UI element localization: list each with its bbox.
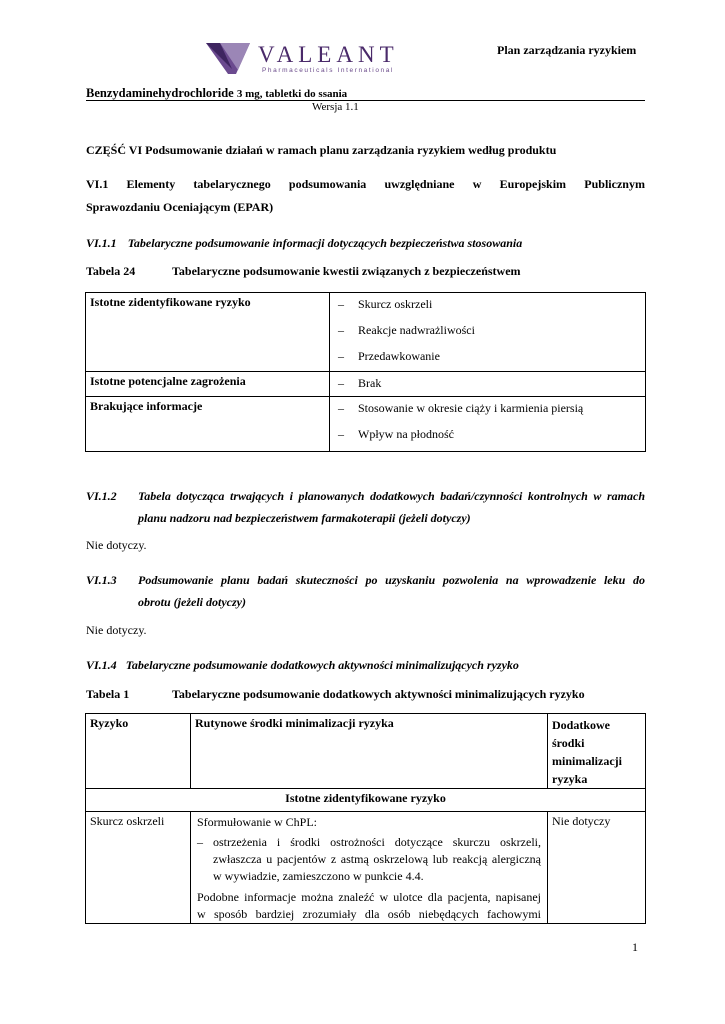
- section-vi1-line1: [86, 174, 645, 195]
- subsection-vi13-number: VI.1.3: [86, 573, 117, 587]
- table-row: [86, 397, 646, 452]
- header-routine: Rutynowe środki minimalizacji ryzyka: [191, 714, 548, 789]
- subsection-title: Tabelaryczne podsumowanie informacji dotyczących bezpieczeństwa stosowania: [127, 236, 523, 250]
- list-item: – Stosowanie w okresie ciąży i karmienia piersią: [338, 401, 584, 415]
- list-item: – Skurcz oskrzeli: [338, 297, 433, 311]
- logo-mark-icon: [206, 42, 258, 76]
- header-divider: [86, 100, 645, 101]
- product-detail: 3 mg, tabletki do ssania: [236, 88, 348, 100]
- list-item-text: Reakcje nadwrażliwości: [358, 323, 475, 337]
- table-row: [86, 372, 646, 397]
- list-item-text: Brak: [358, 376, 382, 390]
- valeant-logo: [206, 42, 402, 76]
- table1-caption: Tabelaryczne podsumowanie dodatkowych aktywności minimalizujących ryzyko: [172, 687, 585, 701]
- row-header: Brakujące informacje: [86, 397, 330, 452]
- subsection-vi11: [86, 233, 522, 254]
- bullet-line: zwłaszcza u pacjentów z astmą oskrzelową lub reakcją alergiczną: [213, 852, 541, 866]
- vi1-word: Europejskim: [499, 177, 567, 191]
- header-additional-line: Dodatkowe: [552, 718, 611, 732]
- minimisation-table: [85, 713, 646, 924]
- routine-cell: [191, 812, 548, 924]
- subsection-vi12-line1: Tabela dotycząca trwających i planowanych dodatkowych badań/czynności kontrolnych w ramach: [138, 489, 645, 503]
- vi1-word: tabelarycznego: [193, 177, 271, 191]
- version-label: Wersja 1.1: [312, 101, 359, 113]
- table1-label: Tabela 1: [86, 687, 130, 701]
- list-item: – Reakcje nadwrażliwości: [338, 323, 475, 337]
- list-item: – Brak: [338, 376, 382, 390]
- list-item-text: Skurcz oskrzeli: [358, 297, 433, 311]
- list-item: – Wpływ na płodność: [338, 427, 454, 441]
- row-items: [330, 397, 646, 452]
- header-additional: [548, 714, 646, 789]
- vi1-word: podsumowania: [288, 177, 367, 191]
- product-name: [86, 86, 347, 101]
- row-header: Istotne zidentyfikowane ryzyko: [86, 293, 330, 372]
- vi1-word: uwzględniane: [384, 177, 455, 191]
- para-line: Podobne informacje można znaleźć w ulotce dla pacjenta, napisanej: [197, 890, 541, 904]
- routine-lead: Sformułowanie w ChPL:: [197, 815, 317, 829]
- section-vi1-line2: Sprawozdaniu Oceniającym (EPAR): [86, 200, 274, 214]
- list-item-text: Wpływ na płodność: [358, 427, 454, 441]
- page-number: 1: [632, 940, 638, 954]
- subsection-vi13-line2: obrotu (jeżeli dotyczy): [138, 595, 246, 609]
- dash-marker: –: [197, 835, 203, 849]
- table-row: [86, 293, 646, 372]
- vi1-word: Elementy: [126, 177, 176, 191]
- vi1-word: Publicznym: [584, 177, 645, 191]
- subsection-vi13-line1: Podsumowanie planu badań skuteczności po uzyskaniu pozwolenia na wprowadzenie leku do: [138, 573, 645, 587]
- bullet-line: ostrzeżenia i środki ostrożności dotyczące skurczu oskrzeli,: [213, 835, 541, 849]
- row-items: [330, 293, 646, 372]
- para-line: w sposób bardziej zrozumiały dla osób niebędących fachowymi: [197, 907, 541, 921]
- table24-caption: Tabelaryczne podsumowanie kwestii związanych z bezpieczeństwem: [172, 264, 521, 278]
- risk-cell: Skurcz oskrzeli: [86, 812, 191, 924]
- table-group-row: [86, 789, 646, 812]
- subsection-number: VI.1.4: [86, 658, 117, 672]
- additional-cell: Nie dotyczy: [548, 812, 646, 924]
- header-additional-line: minimalizacji: [552, 754, 622, 768]
- product-main: Benzydaminehydrochloride: [86, 86, 234, 100]
- header-additional-line: środki: [552, 736, 585, 750]
- logo-wordmark: VALEANT: [258, 42, 399, 67]
- vi13-body: Nie dotyczy.: [86, 623, 147, 637]
- vi12-body: Nie dotyczy.: [86, 538, 147, 552]
- table-header-row: [86, 714, 646, 789]
- header-additional-line: ryzyka: [552, 772, 588, 786]
- subsection-vi12-number: VI.1.2: [86, 489, 117, 503]
- subsection-vi12-line2: planu nadzoru nad bezpieczeństwem farmakoterapii (jeżeli dotyczy): [138, 511, 471, 525]
- bullet-line: w wywiadzie, zamieszczono w punkcie 4.4.: [213, 869, 424, 883]
- header-risk: Ryzyko: [86, 714, 191, 789]
- bullet-block: [197, 834, 541, 885]
- table24-label: Tabela 24: [86, 264, 136, 278]
- subsection-number: VI.1.1: [86, 236, 117, 250]
- vi1-word: w: [472, 177, 482, 191]
- logo-tagline: Pharmaceuticals International: [262, 67, 395, 74]
- row-items: [330, 372, 646, 397]
- group-header: Istotne zidentyfikowane ryzyko: [86, 789, 646, 812]
- safety-concerns-table: [85, 292, 646, 452]
- vi1-word: VI.1: [86, 177, 109, 191]
- subsection-title: Tabelaryczne podsumowanie dodatkowych aktywności minimalizujących ryzyko: [125, 658, 519, 672]
- table-row: [86, 812, 646, 924]
- list-item: – Przedawkowanie: [338, 349, 440, 363]
- list-item-text: Przedawkowanie: [358, 349, 440, 363]
- part-title: CZĘŚĆ VI Podsumowanie działań w ramach planu zarządzania ryzykiem według produktu: [86, 143, 557, 157]
- row-header: Istotne potencjalne zagrożenia: [86, 372, 330, 397]
- document-type-title: Plan zarządzania ryzykiem: [497, 43, 637, 57]
- list-item-text: Stosowanie w okresie ciąży i karmienia piersią: [358, 401, 584, 415]
- subsection-vi14: [86, 655, 519, 676]
